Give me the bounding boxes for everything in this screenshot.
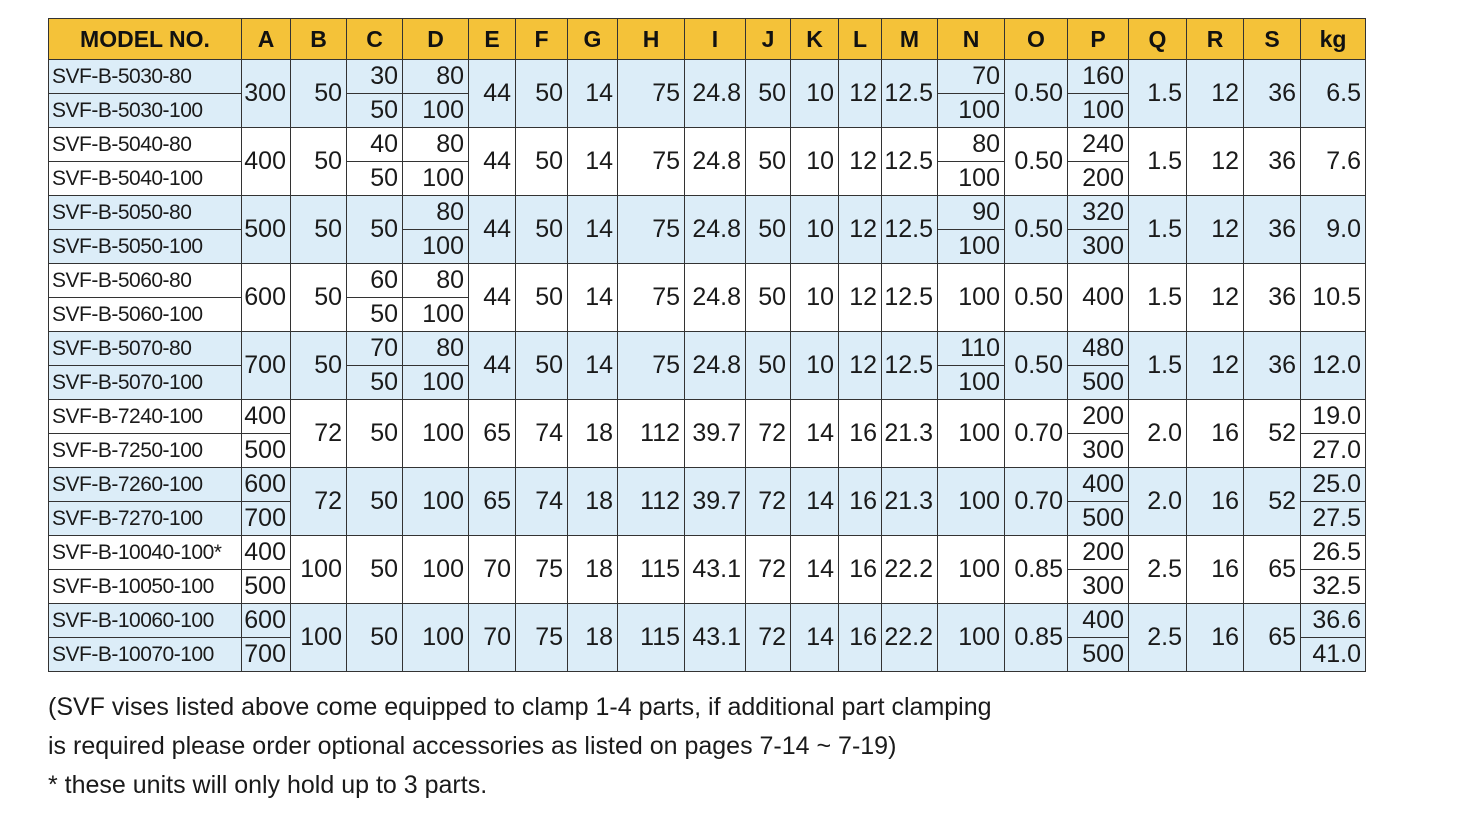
cell-h: 112	[618, 468, 685, 536]
model-number-cell: SVF-B-5030-80	[49, 60, 242, 94]
cell-n: 90	[938, 196, 1005, 230]
cell-s: 36	[1244, 196, 1301, 264]
table-row	[49, 468, 1366, 502]
cell-d: 100	[403, 536, 469, 604]
cell-o: 0.70	[1005, 468, 1068, 536]
table-row	[49, 60, 1366, 94]
model-group	[49, 196, 1366, 264]
cell-p: 240	[1068, 128, 1129, 162]
header-k: K	[791, 19, 839, 60]
cell-k: 10	[791, 332, 839, 400]
cell-f: 50	[516, 196, 568, 264]
cell-f: 50	[516, 128, 568, 196]
cell-j: 50	[746, 264, 791, 332]
cell-s: 52	[1244, 468, 1301, 536]
header-p: P	[1068, 19, 1129, 60]
cell-e: 65	[469, 468, 516, 536]
cell-p: 200	[1068, 162, 1129, 196]
cell-q: 1.5	[1129, 264, 1187, 332]
model-group	[49, 332, 1366, 400]
cell-e: 44	[469, 264, 516, 332]
cell-m: 22.2	[882, 604, 938, 672]
table-row	[49, 604, 1366, 638]
cell-kg: 41.0	[1301, 638, 1366, 672]
header-q: Q	[1129, 19, 1187, 60]
cell-r: 16	[1187, 536, 1244, 604]
cell-f: 74	[516, 468, 568, 536]
cell-p: 300	[1068, 434, 1129, 468]
cell-k: 14	[791, 400, 839, 468]
cell-kg: 32.5	[1301, 570, 1366, 604]
cell-f: 50	[516, 264, 568, 332]
cell-g: 14	[568, 264, 618, 332]
header-h: H	[618, 19, 685, 60]
cell-k: 10	[791, 128, 839, 196]
spec-table	[48, 18, 1366, 672]
cell-l: 12	[839, 196, 882, 264]
cell-g: 14	[568, 196, 618, 264]
cell-l: 16	[839, 400, 882, 468]
cell-q: 2.5	[1129, 536, 1187, 604]
cell-o: 0.50	[1005, 264, 1068, 332]
cell-r: 12	[1187, 264, 1244, 332]
model-number-cell: SVF-B-5040-80	[49, 128, 242, 162]
cell-d: 100	[403, 468, 469, 536]
table-row	[49, 332, 1366, 366]
cell-a: 300	[242, 60, 291, 128]
cell-n: 100	[938, 468, 1005, 536]
model-number-cell: SVF-B-5060-80	[49, 264, 242, 298]
cell-o: 0.50	[1005, 60, 1068, 128]
cell-p: 100	[1068, 94, 1129, 128]
cell-h: 75	[618, 264, 685, 332]
model-group	[49, 604, 1366, 672]
cell-i: 24.8	[685, 60, 746, 128]
cell-a: 700	[242, 332, 291, 400]
model-number-cell: SVF-B-5050-100	[49, 230, 242, 264]
cell-o: 0.70	[1005, 400, 1068, 468]
cell-r: 16	[1187, 400, 1244, 468]
model-number-cell: SVF-B-10070-100	[49, 638, 242, 672]
cell-c: 50	[347, 400, 403, 468]
cell-m: 21.3	[882, 468, 938, 536]
cell-s: 36	[1244, 264, 1301, 332]
cell-g: 18	[568, 400, 618, 468]
cell-j: 72	[746, 604, 791, 672]
cell-c: 40	[347, 128, 403, 162]
cell-m: 21.3	[882, 400, 938, 468]
cell-l: 12	[839, 128, 882, 196]
note-line-3: * these units will only hold up to 3 parts.	[48, 771, 488, 799]
header-g: G	[568, 19, 618, 60]
cell-b: 50	[291, 264, 347, 332]
cell-a: 400	[242, 400, 291, 434]
table-row	[49, 400, 1366, 434]
cell-a: 700	[242, 502, 291, 536]
cell-n: 110	[938, 332, 1005, 366]
header-o: O	[1005, 19, 1068, 60]
cell-m: 12.5	[882, 332, 938, 400]
cell-r: 16	[1187, 468, 1244, 536]
header-n: N	[938, 19, 1005, 60]
table-row	[49, 128, 1366, 162]
cell-a: 400	[242, 128, 291, 196]
cell-h: 75	[618, 128, 685, 196]
cell-l: 16	[839, 604, 882, 672]
header-row	[49, 19, 1366, 60]
cell-k: 14	[791, 536, 839, 604]
cell-c: 50	[347, 366, 403, 400]
cell-i: 24.8	[685, 128, 746, 196]
cell-c: 50	[347, 298, 403, 332]
header-e: E	[469, 19, 516, 60]
model-number-cell: SVF-B-10040-100*	[49, 536, 242, 570]
cell-l: 16	[839, 536, 882, 604]
cell-p: 300	[1068, 570, 1129, 604]
cell-p: 500	[1068, 366, 1129, 400]
cell-g: 18	[568, 604, 618, 672]
header-l: L	[839, 19, 882, 60]
cell-i: 39.7	[685, 468, 746, 536]
cell-p: 200	[1068, 400, 1129, 434]
cell-kg: 6.5	[1301, 60, 1366, 128]
cell-d: 100	[403, 94, 469, 128]
cell-a: 600	[242, 468, 291, 502]
cell-j: 72	[746, 536, 791, 604]
cell-i: 24.8	[685, 264, 746, 332]
cell-p: 160	[1068, 60, 1129, 94]
cell-c: 50	[347, 468, 403, 536]
cell-e: 70	[469, 536, 516, 604]
cell-d: 100	[403, 162, 469, 196]
cell-i: 43.1	[685, 604, 746, 672]
cell-n: 100	[938, 366, 1005, 400]
cell-n: 100	[938, 604, 1005, 672]
cell-o: 0.50	[1005, 332, 1068, 400]
cell-p: 500	[1068, 502, 1129, 536]
table-row	[49, 264, 1366, 298]
cell-p: 500	[1068, 638, 1129, 672]
cell-q: 1.5	[1129, 128, 1187, 196]
cell-g: 14	[568, 60, 618, 128]
cell-s: 36	[1244, 128, 1301, 196]
cell-a: 500	[242, 434, 291, 468]
cell-h: 75	[618, 196, 685, 264]
note-line-1: (SVF vises listed above come equipped to clamp 1-4 parts, if additional part clamping	[48, 693, 992, 721]
cell-i: 43.1	[685, 536, 746, 604]
cell-s: 36	[1244, 60, 1301, 128]
cell-f: 50	[516, 60, 568, 128]
model-number-cell: SVF-B-5040-100	[49, 162, 242, 196]
cell-c: 50	[347, 536, 403, 604]
model-group	[49, 536, 1366, 604]
cell-s: 65	[1244, 604, 1301, 672]
cell-a: 500	[242, 570, 291, 604]
cell-b: 50	[291, 60, 347, 128]
cell-h: 112	[618, 400, 685, 468]
cell-a: 600	[242, 264, 291, 332]
cell-n: 100	[938, 162, 1005, 196]
cell-c: 60	[347, 264, 403, 298]
cell-l: 12	[839, 60, 882, 128]
model-number-cell: SVF-B-7260-100	[49, 468, 242, 502]
cell-e: 70	[469, 604, 516, 672]
cell-b: 50	[291, 332, 347, 400]
cell-d: 80	[403, 264, 469, 298]
cell-e: 65	[469, 400, 516, 468]
model-number-cell: SVF-B-5030-100	[49, 94, 242, 128]
cell-d: 80	[403, 128, 469, 162]
cell-s: 52	[1244, 400, 1301, 468]
cell-e: 44	[469, 332, 516, 400]
cell-m: 12.5	[882, 128, 938, 196]
cell-m: 12.5	[882, 264, 938, 332]
cell-n: 100	[938, 536, 1005, 604]
cell-f: 75	[516, 604, 568, 672]
cell-n: 100	[938, 94, 1005, 128]
cell-q: 1.5	[1129, 332, 1187, 400]
cell-g: 18	[568, 536, 618, 604]
cell-d: 100	[403, 230, 469, 264]
cell-kg: 7.6	[1301, 128, 1366, 196]
cell-c: 50	[347, 162, 403, 196]
cell-j: 50	[746, 332, 791, 400]
cell-b: 100	[291, 536, 347, 604]
cell-r: 12	[1187, 332, 1244, 400]
cell-e: 44	[469, 128, 516, 196]
header-model-no: MODEL NO.	[49, 19, 242, 60]
cell-kg: 19.0	[1301, 400, 1366, 434]
cell-i: 39.7	[685, 400, 746, 468]
cell-r: 12	[1187, 60, 1244, 128]
cell-n: 80	[938, 128, 1005, 162]
cell-i: 24.8	[685, 196, 746, 264]
cell-d: 100	[403, 604, 469, 672]
cell-n: 70	[938, 60, 1005, 94]
cell-p: 480	[1068, 332, 1129, 366]
table-row	[49, 196, 1366, 230]
cell-p: 300	[1068, 230, 1129, 264]
cell-q: 2.0	[1129, 400, 1187, 468]
cell-a: 700	[242, 638, 291, 672]
cell-q: 1.5	[1129, 60, 1187, 128]
cell-e: 44	[469, 196, 516, 264]
cell-p: 400	[1068, 604, 1129, 638]
cell-f: 50	[516, 332, 568, 400]
model-number-cell: SVF-B-5070-100	[49, 366, 242, 400]
cell-f: 75	[516, 536, 568, 604]
model-group	[49, 468, 1366, 536]
header-c: C	[347, 19, 403, 60]
header-r: R	[1187, 19, 1244, 60]
cell-o: 0.85	[1005, 536, 1068, 604]
cell-l: 16	[839, 468, 882, 536]
cell-a: 600	[242, 604, 291, 638]
model-group	[49, 400, 1366, 468]
model-group	[49, 128, 1366, 196]
cell-p: 320	[1068, 196, 1129, 230]
cell-b: 50	[291, 128, 347, 196]
cell-kg: 25.0	[1301, 468, 1366, 502]
cell-p: 400	[1068, 468, 1129, 502]
cell-k: 14	[791, 604, 839, 672]
model-group	[49, 264, 1366, 332]
cell-h: 115	[618, 536, 685, 604]
header-j: J	[746, 19, 791, 60]
cell-c: 50	[347, 604, 403, 672]
cell-n: 100	[938, 230, 1005, 264]
cell-kg: 27.5	[1301, 502, 1366, 536]
cell-kg: 9.0	[1301, 196, 1366, 264]
model-number-cell: SVF-B-5060-100	[49, 298, 242, 332]
model-number-cell: SVF-B-10050-100	[49, 570, 242, 604]
cell-j: 50	[746, 60, 791, 128]
cell-g: 18	[568, 468, 618, 536]
cell-m: 22.2	[882, 536, 938, 604]
cell-h: 75	[618, 60, 685, 128]
cell-n: 100	[938, 400, 1005, 468]
model-group	[49, 60, 1366, 128]
cell-p: 200	[1068, 536, 1129, 570]
cell-o: 0.50	[1005, 128, 1068, 196]
cell-b: 72	[291, 400, 347, 468]
cell-d: 80	[403, 196, 469, 230]
model-number-cell: SVF-B-5070-80	[49, 332, 242, 366]
cell-m: 12.5	[882, 60, 938, 128]
cell-q: 2.0	[1129, 468, 1187, 536]
cell-p: 400	[1068, 264, 1129, 332]
cell-c: 50	[347, 196, 403, 264]
cell-m: 12.5	[882, 196, 938, 264]
cell-d: 100	[403, 400, 469, 468]
header-s: S	[1244, 19, 1301, 60]
cell-h: 75	[618, 332, 685, 400]
cell-j: 72	[746, 468, 791, 536]
cell-k: 10	[791, 196, 839, 264]
cell-k: 10	[791, 264, 839, 332]
footnotes	[48, 688, 992, 805]
cell-n: 100	[938, 264, 1005, 332]
cell-r: 12	[1187, 196, 1244, 264]
cell-l: 12	[839, 264, 882, 332]
cell-f: 74	[516, 400, 568, 468]
model-number-cell: SVF-B-7250-100	[49, 434, 242, 468]
cell-k: 14	[791, 468, 839, 536]
cell-kg: 10.5	[1301, 264, 1366, 332]
cell-d: 100	[403, 366, 469, 400]
cell-i: 24.8	[685, 332, 746, 400]
cell-b: 72	[291, 468, 347, 536]
cell-b: 50	[291, 196, 347, 264]
cell-j: 72	[746, 400, 791, 468]
cell-j: 50	[746, 128, 791, 196]
cell-h: 115	[618, 604, 685, 672]
cell-d: 100	[403, 298, 469, 332]
cell-kg: 36.6	[1301, 604, 1366, 638]
header-f: F	[516, 19, 568, 60]
table-row	[49, 536, 1366, 570]
header-b: B	[291, 19, 347, 60]
model-number-cell: SVF-B-5050-80	[49, 196, 242, 230]
cell-o: 0.85	[1005, 604, 1068, 672]
cell-a: 400	[242, 536, 291, 570]
cell-o: 0.50	[1005, 196, 1068, 264]
cell-b: 100	[291, 604, 347, 672]
cell-g: 14	[568, 128, 618, 196]
header-i: I	[685, 19, 746, 60]
cell-g: 14	[568, 332, 618, 400]
header-kg: kg	[1301, 19, 1366, 60]
cell-c: 30	[347, 60, 403, 94]
cell-r: 16	[1187, 604, 1244, 672]
cell-kg: 27.0	[1301, 434, 1366, 468]
cell-kg: 26.5	[1301, 536, 1366, 570]
cell-j: 50	[746, 196, 791, 264]
header-d: D	[403, 19, 469, 60]
cell-l: 12	[839, 332, 882, 400]
cell-s: 65	[1244, 536, 1301, 604]
cell-d: 80	[403, 60, 469, 94]
model-number-cell: SVF-B-10060-100	[49, 604, 242, 638]
cell-d: 80	[403, 332, 469, 366]
cell-kg: 12.0	[1301, 332, 1366, 400]
cell-q: 1.5	[1129, 196, 1187, 264]
cell-c: 50	[347, 94, 403, 128]
cell-a: 500	[242, 196, 291, 264]
cell-s: 36	[1244, 332, 1301, 400]
cell-r: 12	[1187, 128, 1244, 196]
header-a: A	[242, 19, 291, 60]
model-number-cell: SVF-B-7240-100	[49, 400, 242, 434]
cell-k: 10	[791, 60, 839, 128]
model-number-cell: SVF-B-7270-100	[49, 502, 242, 536]
cell-e: 44	[469, 60, 516, 128]
note-line-2: is required please order optional accessories as listed on pages 7-14 ~ 7-19)	[48, 732, 897, 760]
cell-c: 70	[347, 332, 403, 366]
cell-q: 2.5	[1129, 604, 1187, 672]
header-m: M	[882, 19, 938, 60]
